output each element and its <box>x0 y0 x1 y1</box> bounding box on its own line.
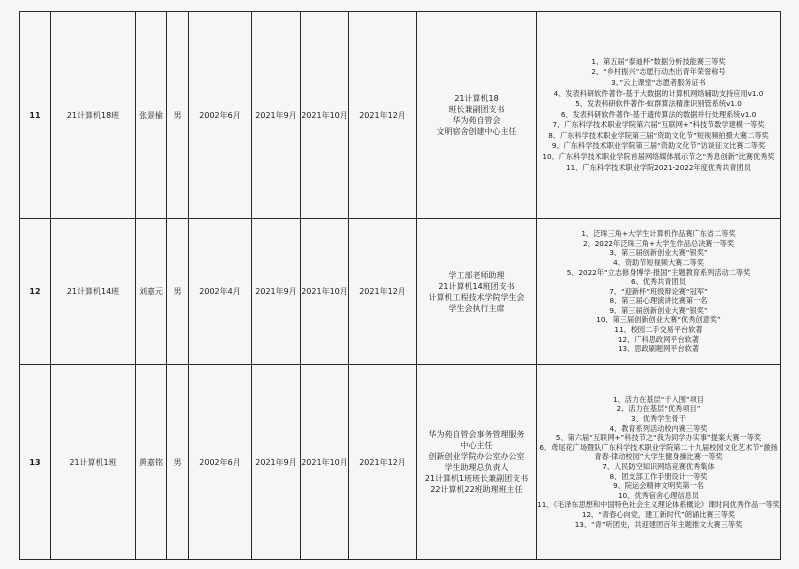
name-cell: 黄嘉铭 <box>136 365 167 560</box>
duties-cell <box>417 365 537 560</box>
award-item: 6、优秀共青团员 <box>631 277 686 287</box>
award-item: 4、资助节短视频大赛二等奖 <box>613 257 704 267</box>
award-item: 1、泛珠三角+大学生计算机作品赛广东省二等奖 <box>581 229 736 239</box>
awards-cell <box>537 12 781 219</box>
gender-cell: 男 <box>167 219 189 365</box>
duties-cell <box>417 219 537 365</box>
award-item: 10、优秀宿舍心理信息员 <box>617 490 700 500</box>
award-item: 8、第三届心理演讲比赛第一名 <box>609 296 708 306</box>
duty-line: 21计算机18 <box>454 94 499 103</box>
award-item: 1、第五届“泰迪杯”数据分析技能赛三等奖 <box>591 56 726 66</box>
award-item: 4、发表科研软件著作-基于大数据的计算机网络辅助支持应用v1.0 <box>553 88 764 98</box>
award-item: 4、教育系列活动校内赛三等奖 <box>609 423 708 433</box>
duties-cell <box>417 12 537 219</box>
award-item: 9、院运会精神文明奖第一名 <box>613 481 704 491</box>
class-cell: 21计算机18班 <box>51 12 136 219</box>
award-item: 11、广东科学技术职业学院2021-2022年度优秀共青团员 <box>566 162 751 172</box>
enroll-cell: 2021年9月 <box>252 12 301 219</box>
award-item: 9、广东科学技术职业学院第三届“资助文化节”访谈征文比赛二等奖 <box>551 141 766 151</box>
awards-list <box>537 229 780 354</box>
award-item: 2、活力在基层“优秀项目” <box>616 404 701 414</box>
award-item: 12、广科思政网平台软著 <box>617 334 700 344</box>
row-number: 13 <box>20 365 51 560</box>
class-cell: 21计算机14班 <box>51 219 136 365</box>
enroll-cell: 2021年9月 <box>252 365 301 560</box>
award-item: 13、思政刷题网平台软著 <box>617 344 700 354</box>
award-item: 6、发表科研软件著作-基于遗传算法的数据并行处理系统v1.0 <box>560 109 757 119</box>
name-cell: 张景榆 <box>136 12 167 219</box>
awards-cell <box>537 365 781 560</box>
date-cell: 2021年12月 <box>349 365 417 560</box>
award-item: 3、”云上课堂“志愿者服务证书 <box>611 77 706 87</box>
award-item: 13、“青”听团史，共迎建团百年主题推文大赛三等奖 <box>574 519 743 529</box>
award-item: 2、2022年泛珠三角+大学生作品总决赛一等奖 <box>582 238 735 248</box>
award-item: 8、广东科学技术职业学院第三届“资助文化节”短视频拍摄大赛二等奖 <box>548 130 769 140</box>
birth-cell: 2002年6月 <box>189 12 252 219</box>
awards-cell <box>537 219 781 365</box>
gender-cell: 男 <box>167 12 189 219</box>
duty-line: 21计算机1班班长兼副团支书 <box>424 474 529 483</box>
award-item: 3、第三届创新创业大赛“银奖” <box>609 248 708 258</box>
duty-line: 班长兼副团支书 <box>448 105 505 114</box>
award-item: 8、团支部工作手册设计一等奖 <box>609 471 708 481</box>
award-item: 11、《毛泽东思想和中国特色社会主义理论体系概论》课时间优秀作品一等奖 <box>537 500 780 510</box>
award-item: 3、优秀学生骨干 <box>631 414 686 424</box>
duty-line: 学工部老师助理 <box>448 270 505 280</box>
awards-list <box>537 395 780 529</box>
duty-line: 计算机工程技术学院学生会 <box>428 292 525 302</box>
duty-line: 学生助理总负责人 <box>444 463 509 472</box>
award-item: 12、“青春心向党，建工新时代”朗诵比赛三等奖 <box>581 509 736 519</box>
duty-line: 22计算机22班助理班主任 <box>430 485 523 494</box>
duty-line: 创新创业学院办公室办公室 <box>428 452 525 461</box>
award-item: 11、校园二手交易平台软著 <box>614 325 703 335</box>
duty-line: 华为苑自管会事务管理服务 <box>428 430 525 439</box>
award-item: 5、发表科研软件著作-蚁群算法精准识别管系统v1.0 <box>575 99 742 109</box>
duty-line: 文明宿舍创建中心主任 <box>436 127 517 136</box>
award-item: 10、广东科学技术职业学院首届网络媒体展示节之“秀息创新”比赛优秀奖 <box>542 152 775 162</box>
award-item: 1、活力在基层“千入围”项目 <box>612 394 705 404</box>
award-item: 5、2022年“立志修身博学·报国”主题教育系列活动二等奖 <box>566 267 751 277</box>
gender-cell: 男 <box>167 365 189 560</box>
award-item: 2、“乡村振兴”志愿行动杰出青年荣誉称号 <box>591 67 726 77</box>
name-cell: 刘嘉元 <box>136 219 167 365</box>
table-row <box>20 365 781 560</box>
award-item: 5、第六届“互联网+”科技节之“我为同学办实事”提案大赛一等奖 <box>555 433 762 443</box>
table-row <box>20 219 781 365</box>
duty-line: 学生会执行主席 <box>448 303 505 313</box>
award-item: 7、“迎新杯”班级辩论赛“冠军” <box>609 286 708 296</box>
birth-cell: 2002年6月 <box>189 365 252 560</box>
row-number: 11 <box>20 12 51 219</box>
date-cell: 2021年12月 <box>349 12 417 219</box>
duty-line: 中心主任 <box>460 441 493 450</box>
awards-list <box>537 57 780 174</box>
join-cell: 2021年10月 <box>301 365 349 560</box>
student-records-table <box>19 11 781 560</box>
duty-line: 21计算机14班团支书 <box>438 281 515 291</box>
award-item: 7、人民防空知识网络竞赛优秀集体 <box>602 462 715 471</box>
award-item: 6、鸢尾花广场暨队广东科学技术职业学院第二十九届校园文化艺术节“激扬青春·律动校园”大学生健身操比赛一等奖 <box>539 442 778 462</box>
table-row <box>20 12 781 219</box>
class-cell: 21计算机1班 <box>51 365 136 560</box>
birth-cell: 2002年4月 <box>189 219 252 365</box>
date-cell: 2021年12月 <box>349 219 417 365</box>
award-item: 9、第三届创新创业大赛“银奖” <box>609 305 708 315</box>
join-cell: 2021年10月 <box>301 12 349 219</box>
award-item: 10、第三届创新创业大赛“优秀创意奖” <box>596 315 721 325</box>
row-number: 12 <box>20 219 51 365</box>
award-item: 7、广东科学技术职业学院第六届“互联网+”科技节数学建模一等奖 <box>552 120 765 130</box>
duty-line: 华为苑自管会 <box>452 116 501 125</box>
enroll-cell: 2021年9月 <box>252 219 301 365</box>
join-cell: 2021年10月 <box>301 219 349 365</box>
